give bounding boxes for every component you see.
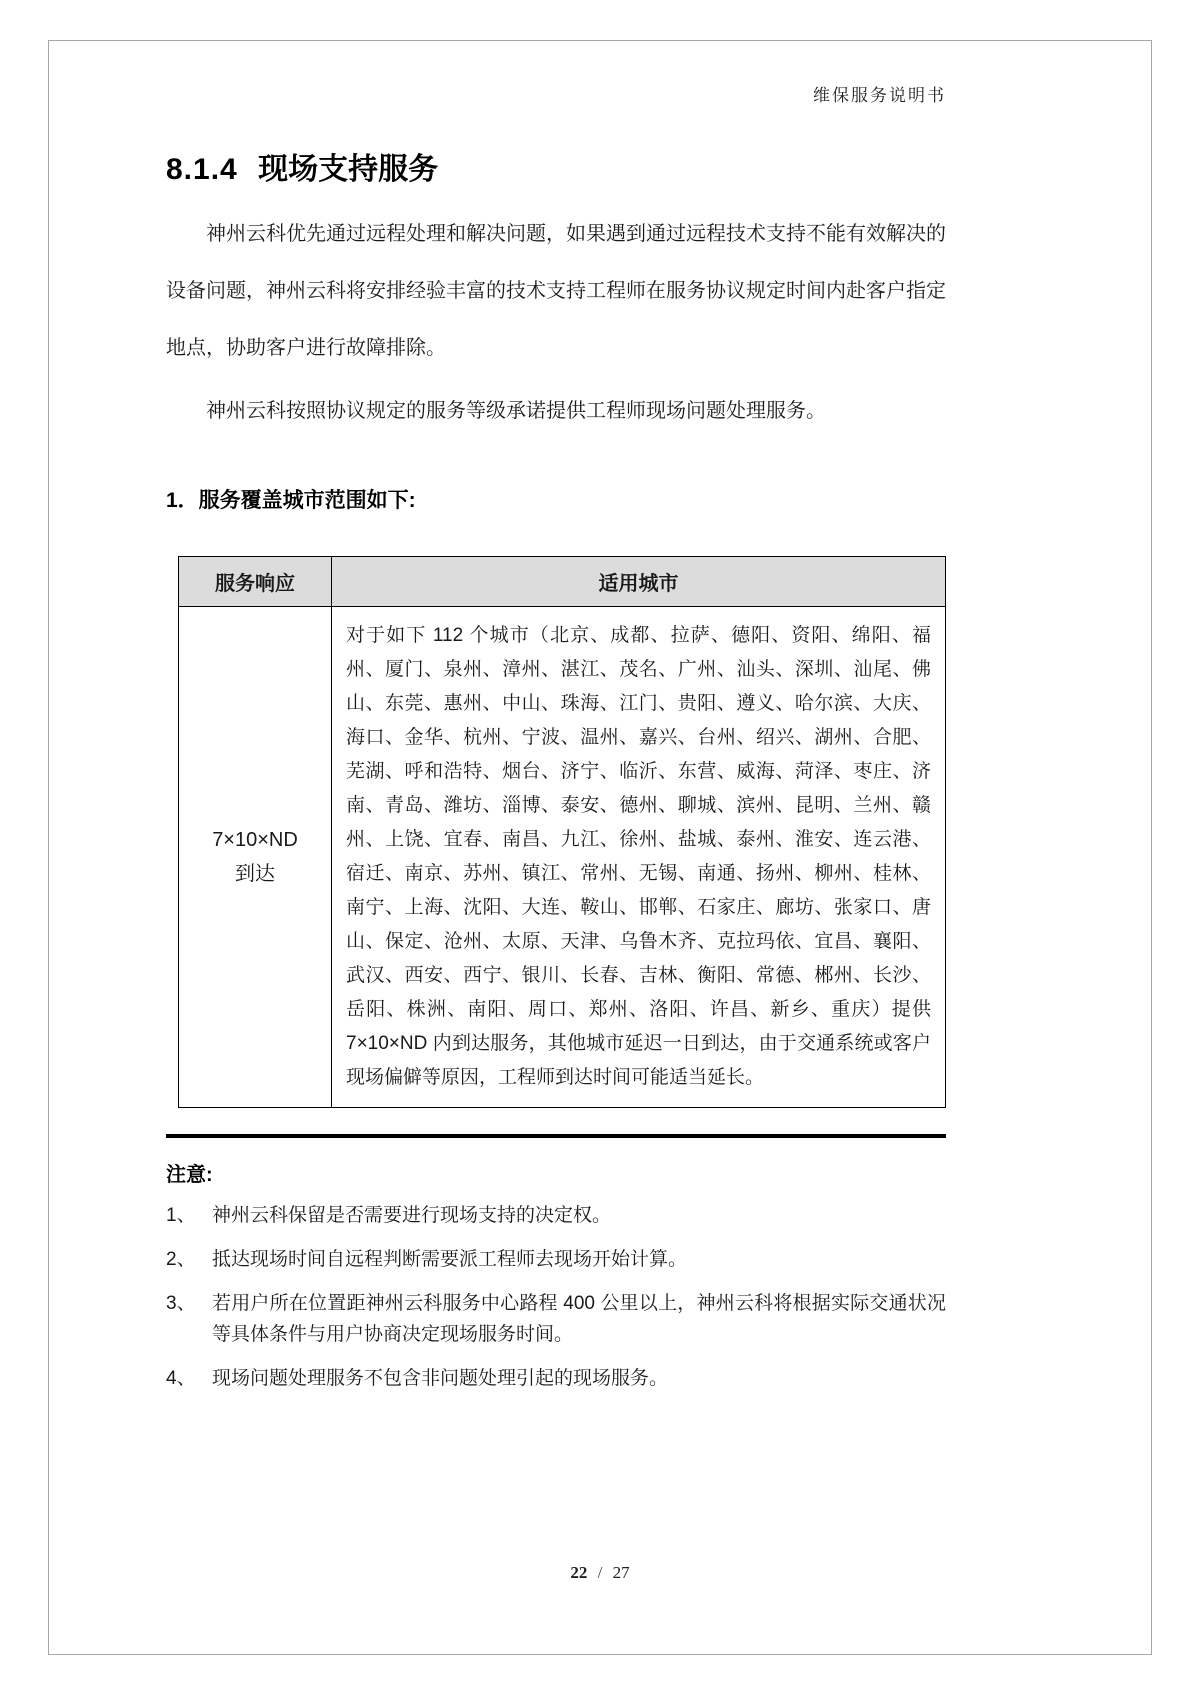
paragraph-intro: 神州云科优先通过远程处理和解决问题，如果遇到通过远程技术支持不能有效解决的设备问题，神州云科将安排经验丰富的技术支持工程师在服务协议规定时间内赴客户指定地点，协助客户进行故障排除。 (166, 223, 946, 359)
note-number: 1、 (166, 1205, 196, 1226)
page-header-title: 维保服务说明书 (813, 86, 946, 105)
cities-cell: 对于如下 112 个城市（北京、成都、拉萨、德阳、资阳、绵阳、福州、厦门、泉州、漳州、湛江、茂名、广州、汕头、深圳、汕尾、佛山、东莞、惠州、中山、珠海、江门、贵阳、遵义、哈尔滨、大庆、海口、金华、杭州、宁波、温州、嘉兴、台州、绍兴、湖州、合肥、芜湖、呼和浩特、烟台、济宁、临沂、东营、威海、菏泽、枣庄、济南、青岛、潍坊、淄博、泰安、德州、聊城、滨州、昆明、兰州、赣州、上饶、宜春、南昌、九江、徐州、盐城、泰州、淮安、连云港、宿迁、南京、苏州、镇江、常州、无锡、南通、扬州、柳州、桂林、南宁、上海、沈阳、大连、鞍山、邯郸、石家庄、廊坊、张家口、唐山、保定、沧州、太原、天津、乌鲁木齐、克拉玛依、宜昌、襄阳、武汉、西安、西宁、银川、长春、吉林、衡阳、常德、郴州、长沙、岳阳、株洲、南阳、周口、郑州、洛阳、许昌、新乡、重庆）提供 7×10×ND 内到达服务，其他城市延迟一日到达，由于交通系统或客户现场偏僻等原因，工程师到达时间可能适当延长。 (332, 607, 946, 1108)
service-level-cell (179, 607, 332, 1108)
service-level-line2: 到达 (235, 863, 275, 885)
page-number-separator: / (597, 1563, 603, 1582)
note-number: 2、 (166, 1249, 196, 1270)
coverage-heading: 1．服务覆盖城市范围如下: (166, 489, 416, 512)
paragraph-commitment: 神州云科按照协议规定的服务等级承诺提供工程师现场问题处理服务。 (206, 400, 826, 422)
section-title-text: 现场支持服务 (258, 153, 439, 186)
note-text: 若用户所在位置距神州云科服务中心路程 400 公里以上，神州云科将根据实际交通状况等具体条件与用户协商决定现场服务时间。 (212, 1293, 946, 1345)
page-content (166, 81, 946, 1394)
note-item-1 (166, 1200, 946, 1231)
note-text: 现场问题处理服务不包含非问题处理引起的现场服务。 (212, 1368, 669, 1389)
column-header-service-response: 服务响应 (179, 557, 332, 607)
column-header-applicable-cities: 适用城市 (332, 557, 946, 607)
page-footer (49, 1563, 1151, 1583)
page-border (48, 40, 1152, 1655)
note-item-4 (166, 1363, 946, 1394)
notes-title: 注意: (166, 1164, 213, 1186)
note-number: 3、 (166, 1293, 196, 1314)
note-item-3 (166, 1288, 946, 1350)
notes-divider (166, 1134, 946, 1138)
note-number: 4、 (166, 1368, 196, 1389)
table-row (179, 607, 946, 1108)
note-text: 神州云科保留是否需要进行现场支持的决定权。 (212, 1205, 612, 1226)
table-header-row (179, 557, 946, 607)
note-text: 抵达现场时间自远程判断需要派工程师去现场开始计算。 (212, 1249, 688, 1270)
page-number-current: 22 (570, 1563, 588, 1582)
section-number: 8.1.4 (166, 153, 238, 186)
page-number-total: 27 (612, 1563, 630, 1582)
service-level-line1: 7×10×ND (212, 829, 298, 851)
note-item-2 (166, 1244, 946, 1275)
section-title (166, 144, 946, 188)
service-coverage-table (178, 556, 946, 1108)
